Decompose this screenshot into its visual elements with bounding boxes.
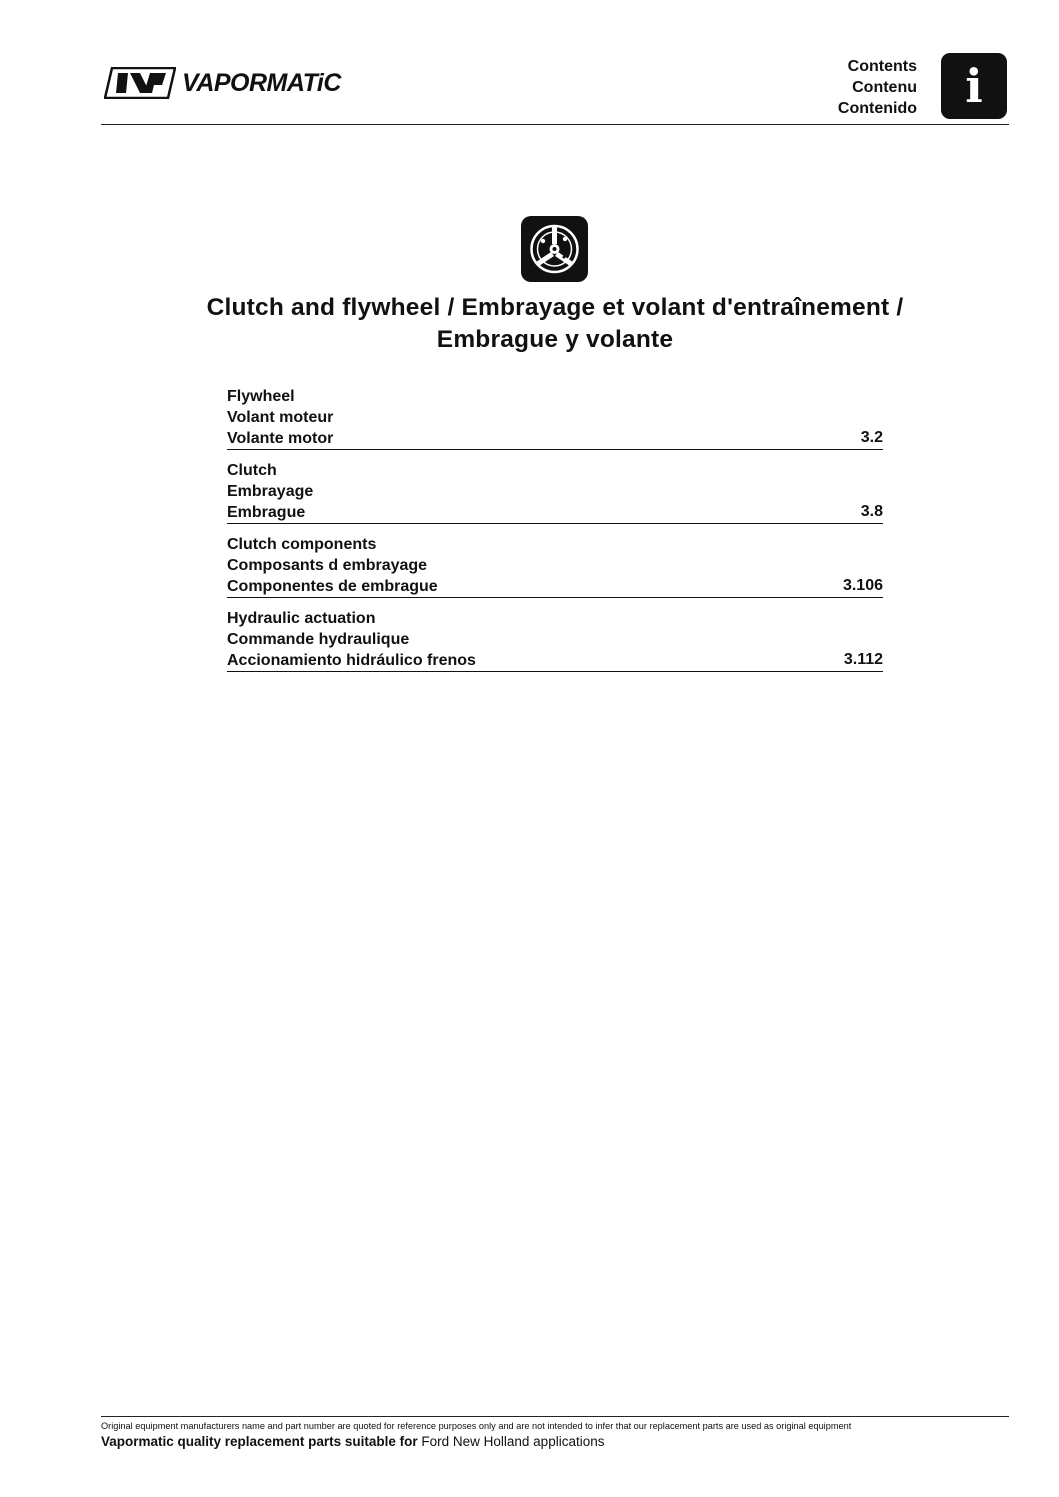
footer-tagline (101, 1433, 1009, 1451)
info-icon: i (941, 53, 1007, 119)
toc-entry-flywheel[interactable] (227, 386, 883, 450)
footer-tagline-bold: Vapormatic quality replacement parts suitable for (101, 1434, 418, 1449)
toc-entry-clutch-components[interactable] (227, 534, 883, 598)
table-of-contents (227, 386, 883, 682)
toc-label-en: Hydraulic actuation (227, 610, 376, 627)
toc-page-number: 3.8 (860, 503, 883, 520)
contents-label-es: Contenido (837, 100, 917, 117)
toc-label-fr: Embrayage (227, 483, 314, 500)
toc-label-en: Clutch components (227, 536, 377, 553)
page-header (101, 50, 1009, 125)
toc-label-fr: Commande hydraulique (227, 631, 410, 648)
toc-page-number: 3.106 (842, 577, 883, 594)
toc-page-number: 3.112 (843, 651, 883, 668)
section-title-line1: Clutch and flywheel / Embrayage et volant d'entraînement / (206, 294, 904, 321)
vap-logo-mark (104, 67, 176, 99)
section-title (101, 292, 1009, 356)
toc-label-fr: Volant moteur (227, 409, 334, 426)
toc-label-en: Clutch (227, 462, 277, 479)
page-footer (101, 1416, 1009, 1451)
toc-label-es: Componentes de embrague (227, 578, 438, 595)
contents-labels (838, 56, 917, 119)
section-title-line2: Embrague y volante (436, 326, 674, 353)
toc-label-fr: Composants d embrayage (227, 557, 428, 574)
toc-label-es: Embrague (227, 504, 306, 521)
toc-label-es: Volante motor (227, 430, 334, 447)
toc-label-es: Accionamiento hidráulico frenos (227, 652, 476, 669)
toc-page-number: 3.2 (860, 429, 883, 446)
contents-label-en: Contents (847, 58, 917, 75)
contents-label-fr: Contenu (852, 79, 917, 96)
vapormatic-logo (104, 67, 341, 99)
footer-disclaimer: Original equipment manufacturers name and part number are quoted for reference purposes only and are not intended to infer that our replacement parts are used as original equipment (101, 1421, 852, 1431)
toc-label-en: Flywheel (227, 388, 295, 405)
toc-entry-clutch[interactable] (227, 460, 883, 524)
logo-text: VAPORMATiC (182, 68, 341, 97)
footer-tagline-rest: Ford New Holland applications (421, 1434, 605, 1449)
toc-entry-hydraulic-actuation[interactable] (227, 608, 883, 672)
clutch-flywheel-icon (521, 216, 588, 282)
